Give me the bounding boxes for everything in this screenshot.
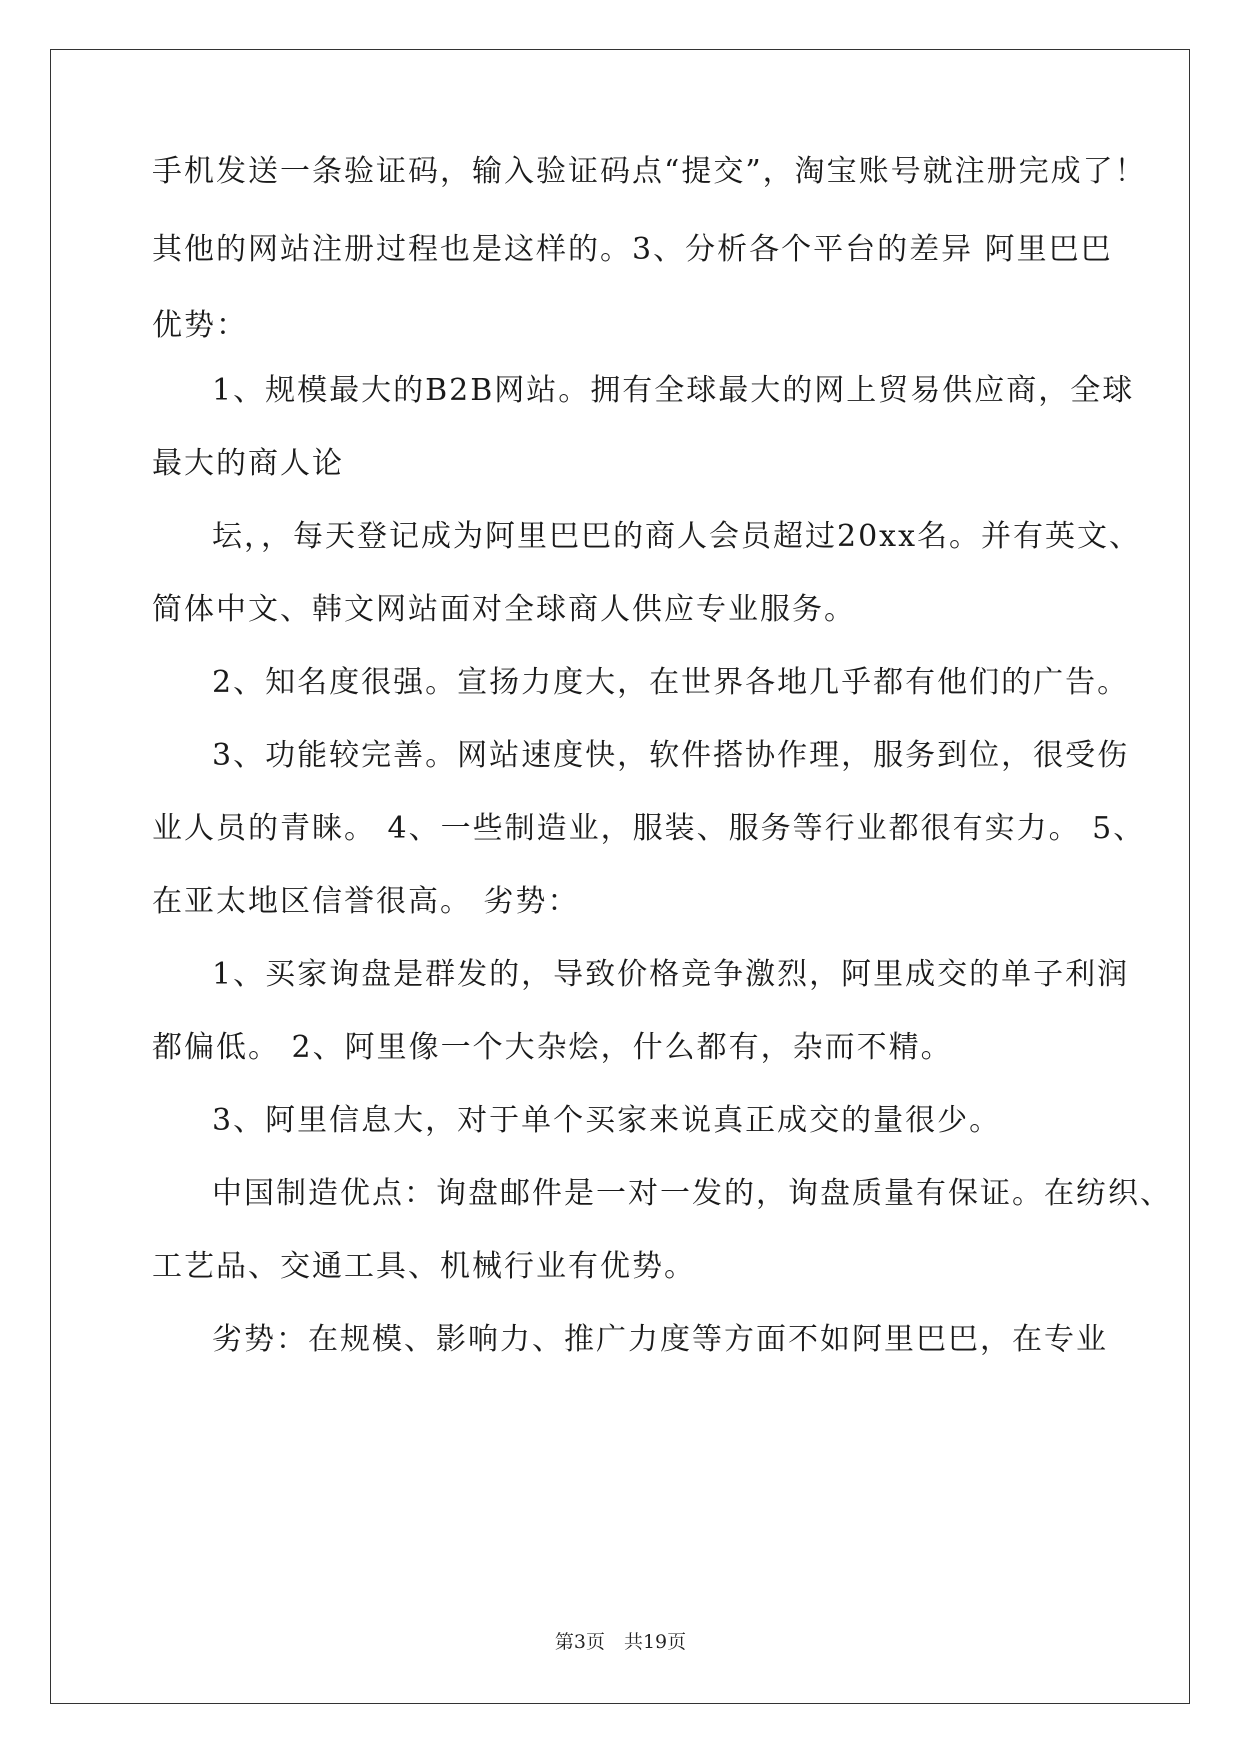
text-line: 3、功能较完善。网站速度快，软件搭协作理，服务到位，很受伤 xyxy=(212,738,1130,773)
text-line: 业人员的青睐。 4、一些制造业，服装、服务等行业都很有实力。 5、 xyxy=(152,811,1146,846)
text-line: 2、知名度很强。宣扬力度大，在世界各地几乎都有他们的广告。 xyxy=(212,665,1130,700)
text-line: 1、规模最大的B2B网站。拥有全球最大的网上贸易供应商，全球 xyxy=(212,373,1135,408)
text-line: 手机发送一条验证码，输入验证码点“提交”，淘宝账号就注册完成了！ xyxy=(152,154,1147,189)
text-line: 其他的网站注册过程也是这样的。3、分析各个平台的差异 阿里巴巴 xyxy=(152,232,1113,267)
text-line: 中国制造优点：询盘邮件是一对一发的，询盘质量有保证。在纺织、 xyxy=(212,1176,1172,1211)
text-line: 最大的商人论 xyxy=(152,446,344,481)
text-line: 劣势：在规模、影响力、推广力度等方面不如阿里巴巴，在专业 xyxy=(212,1322,1108,1357)
text-line: 工艺品、交通工具、机械行业有优势。 xyxy=(152,1249,696,1284)
text-line: 坛，，每天登记成为阿里巴巴的商人会员超过20xx名。并有英文、 xyxy=(212,519,1142,554)
page-border xyxy=(50,49,1190,1704)
text-line: 在亚太地区信誉很高。 劣势： xyxy=(152,884,580,919)
text-line: 3、阿里信息大，对于单个买家来说真正成交的量很少。 xyxy=(212,1103,1002,1138)
text-line: 1、买家询盘是群发的，导致价格竞争激烈，阿里成交的单子利润 xyxy=(212,957,1130,992)
text-line: 都偏低。 2、阿里像一个大杂烩，什么都有，杂而不精。 xyxy=(152,1030,953,1065)
text-line: 简体中文、韩文网站面对全球商人供应专业服务。 xyxy=(152,592,856,627)
text-line: 优势： xyxy=(152,308,248,343)
page-number-footer: 第3页 共19页 xyxy=(554,1631,687,1653)
